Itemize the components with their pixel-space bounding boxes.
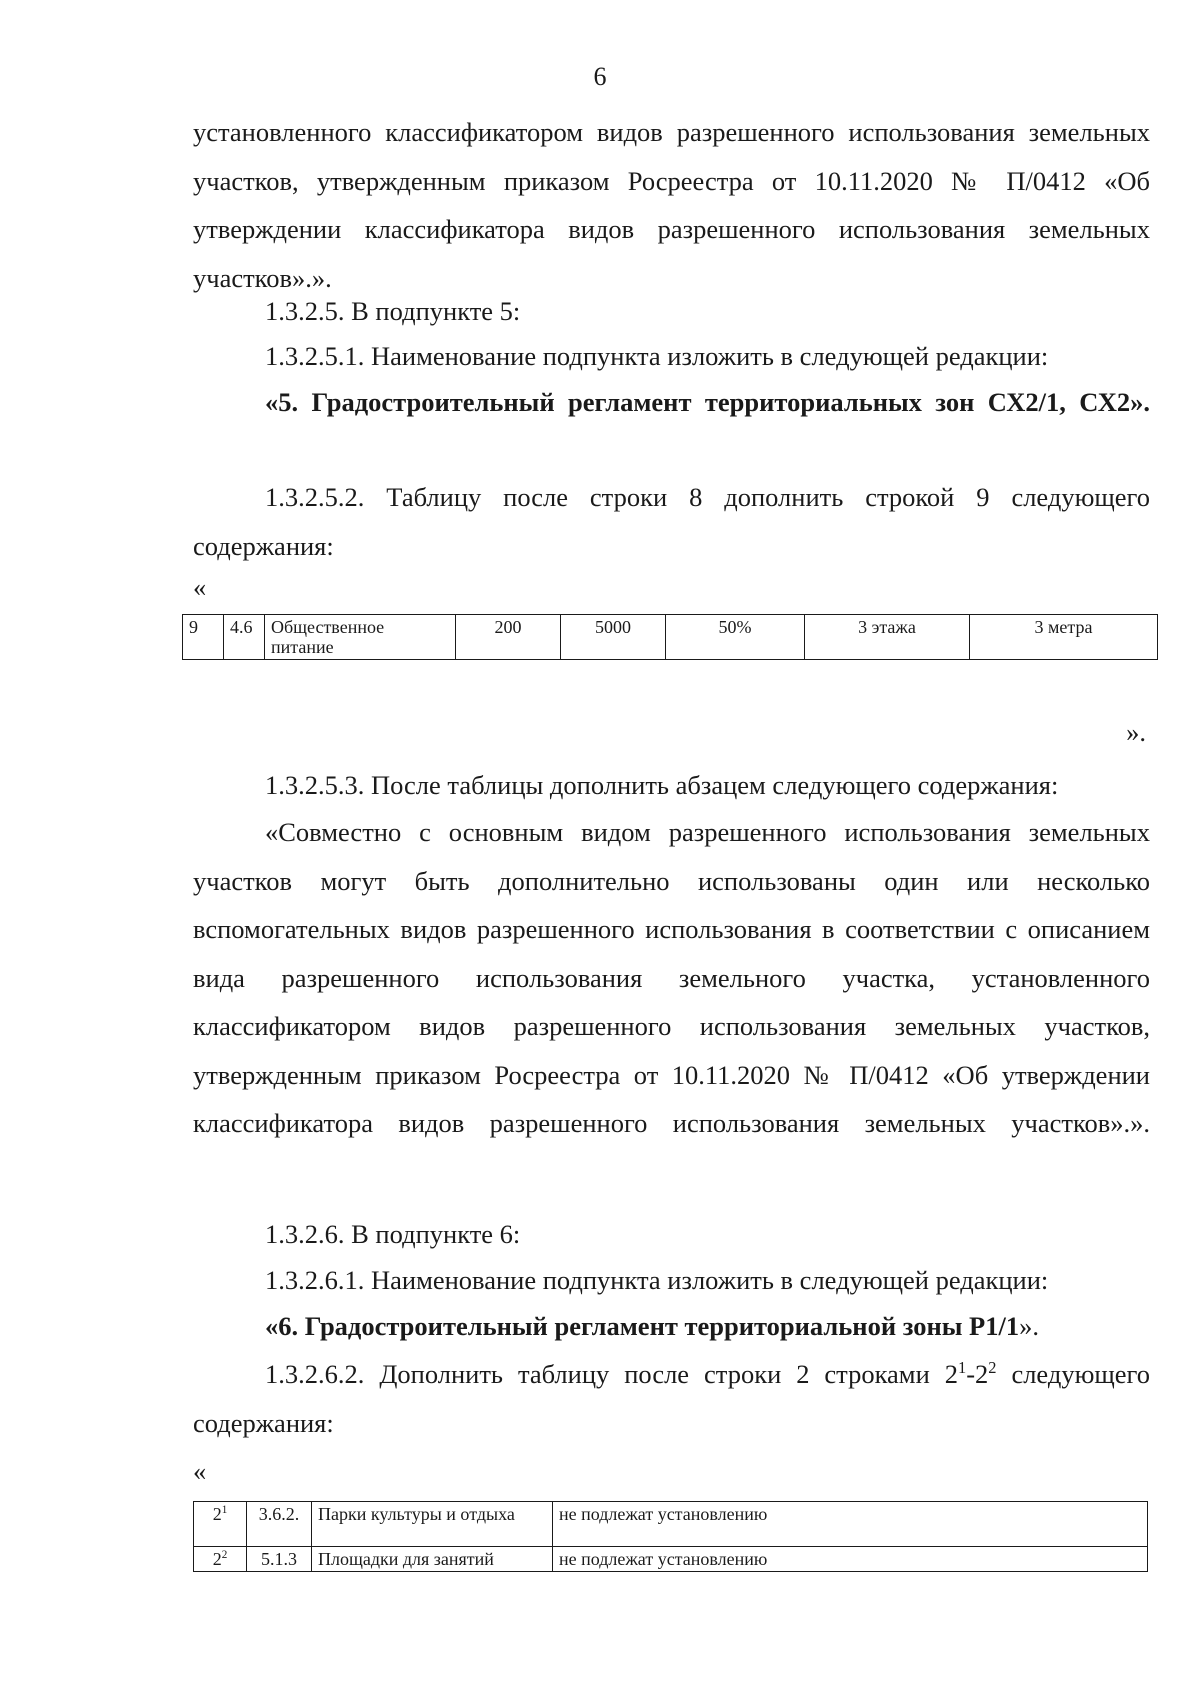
cell-percent: 50% bbox=[666, 615, 805, 660]
item-text: -2 bbox=[966, 1359, 989, 1389]
paragraph-classifier-2: «Совместно с основным видом разрешенного использования земельных участков могут быть дополнительно использованы один или несколько вспомогательных видов разрешенного использования в соответствии с описанием вида разрешенного использования земельного участка, установленного классификатором видов разрешенного использования земельных участков, утвержденным приказом Росреестра от 10.11.2020 № П/0412 «Об утверждении классификатора видов разрешенного использования земельных участков».». bbox=[193, 817, 1150, 1138]
item-1-3-2-5-2: 1.3.2.5.2. Таблицу после строки 8 дополнить строкой 9 следующего содержания: bbox=[193, 482, 1150, 561]
cell-num-text: 2 bbox=[212, 1504, 222, 1524]
cell-value: не подлежат установлению bbox=[553, 1502, 1148, 1547]
paragraph-classifier-1: установленного классификатором видов разрешенного использования земельных участков, утвержденным приказом Росреестра от 10.11.2020 № П/0412 «Об утверждении классификатора видов разрешенного использования земельных участков».». bbox=[193, 117, 1150, 293]
superscript: 1 bbox=[957, 1358, 967, 1378]
superscript: 2 bbox=[988, 1358, 997, 1378]
cell-name: Парки культуры и отдыха bbox=[312, 1502, 553, 1547]
cell-max-area: 5000 bbox=[561, 615, 666, 660]
cell-name: Площадки для занятий bbox=[312, 1547, 553, 1572]
item-1-3-2-5: 1.3.2.5. В подпункте 5: bbox=[265, 296, 521, 326]
superscript: 1 bbox=[221, 1504, 228, 1516]
cell-code: 5.1.3 bbox=[247, 1547, 312, 1572]
cell-floors: 3 этажа bbox=[805, 615, 970, 660]
superscript: 2 bbox=[221, 1549, 228, 1561]
cell-num bbox=[194, 1502, 247, 1547]
item-1-3-2-6-2 bbox=[193, 1350, 1150, 1447]
page-number: 6 bbox=[593, 62, 607, 91]
table-row-9 bbox=[182, 614, 1158, 660]
table-row bbox=[183, 615, 1158, 660]
table-row bbox=[194, 1502, 1148, 1547]
item-1-3-2-6-1: 1.3.2.6.1. Наименование подпункта изложить в следующей редакции: bbox=[265, 1265, 1049, 1295]
item-1-3-2-6: 1.3.2.6. В подпункте 6: bbox=[265, 1219, 521, 1249]
heading-section-5: «5. Градостроительный регламент территориальных зон СХ2/1, СХ2». bbox=[265, 387, 1150, 417]
table-rows-2-1-2-2 bbox=[193, 1501, 1148, 1572]
cell-value: не подлежат установлению bbox=[553, 1547, 1148, 1572]
cell-height: 3 метра bbox=[970, 615, 1158, 660]
cell-code: 4.6 bbox=[224, 615, 265, 660]
cell-num: 9 bbox=[183, 615, 224, 660]
close-quote-1: ». bbox=[1126, 717, 1146, 747]
cell-name: Общественное питание bbox=[265, 615, 456, 660]
cell-min-area: 200 bbox=[456, 615, 561, 660]
item-text: 1.3.2.6.2. Дополнить таблицу после строки 2 строками 2 bbox=[265, 1359, 958, 1389]
item-1-3-2-5-1: 1.3.2.5.1. Наименование подпункта изложить в следующей редакции: bbox=[265, 341, 1049, 371]
table-row bbox=[194, 1547, 1148, 1572]
cell-num bbox=[194, 1547, 247, 1572]
item-1-3-2-5-3: 1.3.2.5.3. После таблицы дополнить абзацем следующего содержания: bbox=[265, 770, 1059, 800]
open-quote-2: « bbox=[193, 1456, 207, 1486]
heading-section-6-bold: «6. Градостроительный регламент территориальной зоны Р1/1 bbox=[265, 1311, 1020, 1341]
item-text: следующего содержания: bbox=[193, 1359, 1150, 1438]
cell-code: 3.6.2. bbox=[247, 1502, 312, 1547]
cell-num-text: 2 bbox=[212, 1549, 222, 1569]
heading-section-6 bbox=[193, 1302, 1150, 1351]
heading-section-6-tail: ». bbox=[1019, 1311, 1039, 1341]
open-quote-1: « bbox=[193, 572, 207, 602]
